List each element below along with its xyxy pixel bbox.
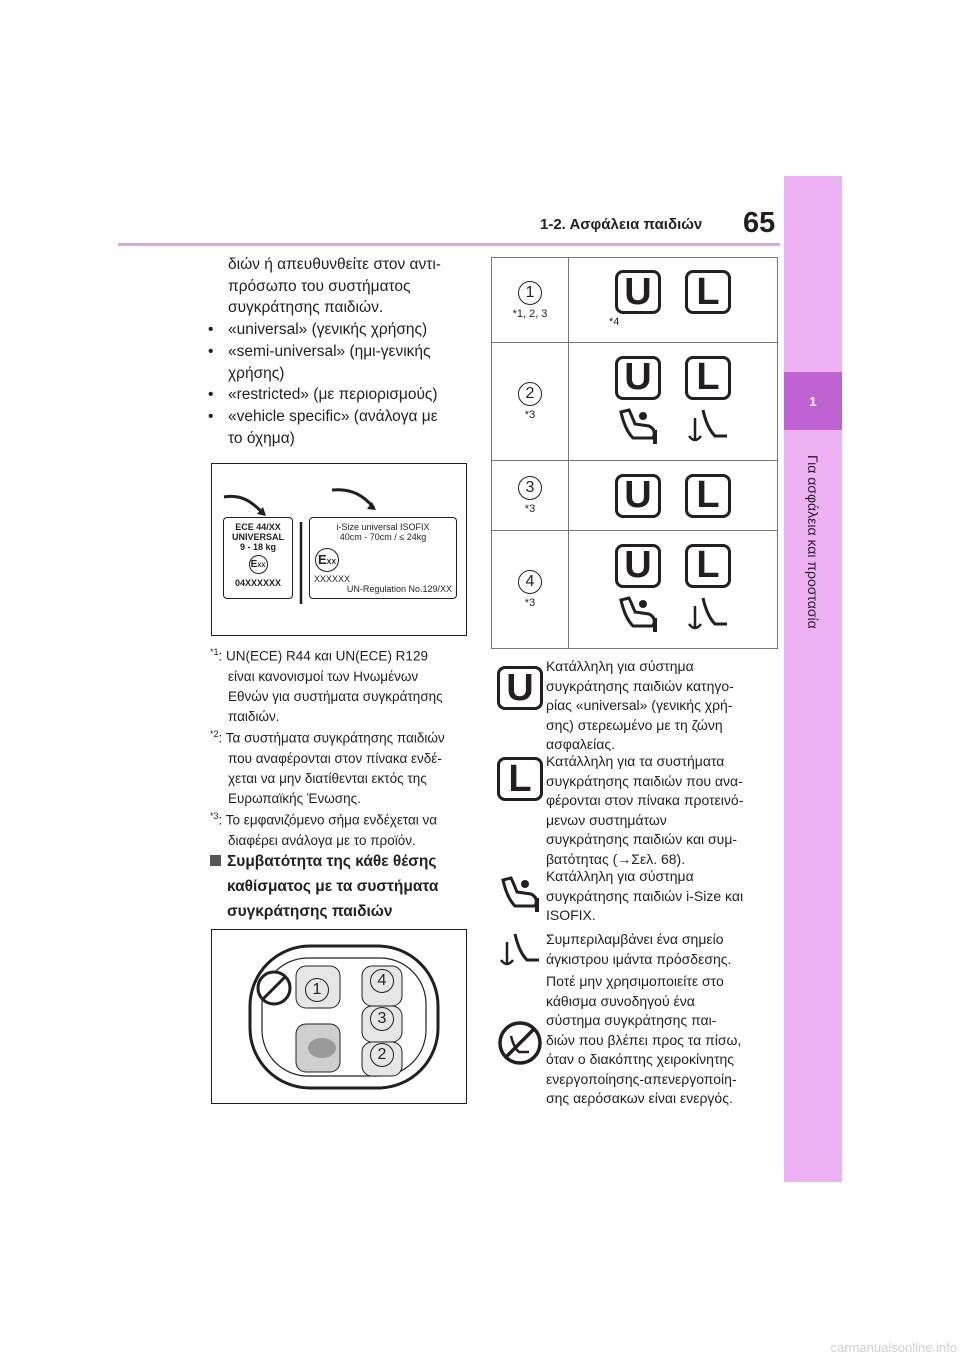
seat-4-label: 4 (370, 969, 394, 993)
table-row (492, 343, 778, 461)
seat-position-figure (211, 929, 467, 1104)
l-icon: L (685, 474, 731, 518)
bullet-semi-universal: • «semi-universal» (ημι-γενικής χρήσης) (210, 341, 480, 384)
isize-seat-icon (615, 404, 661, 448)
footnote-1: $^{*1}$: UN(ECE) R44 και UN(ECE) R129 είναι κανονισμοί των Ηνωμένων Εθνών για συστήματα συγκράτησης παιδιών. (210, 647, 443, 724)
bullet-universal: • «universal» (γενικής χρήσης) (210, 319, 480, 341)
car-top-view (212, 930, 466, 1103)
legend-l: Κατάλληλη για τα συστήματα συγκράτησης παιδιών που ανα- φέρονται στον πίνακα προτεινό- μενων συστημάτων συγκράτησης παιδιών και συμ- βατότητας (→Σελ. 68). (546, 753, 744, 867)
header-rule (118, 243, 780, 246)
footnote-2: $^{*2}$: Τα συστήματα συγκράτησης παιδιών που αναφέρονται στον πίνακα ενδέ- χεται να μην διατίθενται εκτός της Ευρωπαϊκής Ένωσης. (210, 729, 445, 806)
seat-3-label: 3 (370, 1007, 394, 1031)
page-number: 65 (743, 207, 776, 239)
tether-anchor-seat-icon (685, 592, 731, 636)
universal-u-icon: U (615, 474, 661, 518)
l-icon: L (685, 544, 731, 588)
intro-line: διών ή απευθυνθείτε στον αντι- (228, 256, 441, 273)
square-bullet-icon (210, 855, 221, 866)
universal-u-icon: U (615, 270, 661, 314)
seat-cell: 4 *3 (492, 531, 569, 649)
isize-seat-icon (615, 592, 661, 636)
seat-cell: 1 *1, 2, 3 (492, 258, 569, 343)
seat-compatibility-table (491, 257, 778, 649)
table-row (492, 461, 778, 531)
e-mark-icon: EXX (249, 555, 268, 574)
symbols-cell: U L *4 (569, 258, 778, 343)
ece-r44-badge: ECE 44/XX UNIVERSAL 9 - 18 kg EXX 04XXXXXX (223, 517, 293, 599)
table-row (492, 258, 778, 343)
prohibited-rear-facing-icon (497, 1020, 543, 1066)
chapter-label-text: Για ασφάλεια και προστασία (805, 455, 821, 629)
tether-anchor-icon (497, 930, 543, 970)
intro-line: συγκράτησης παιδιών. (228, 299, 384, 316)
table-row (492, 531, 778, 649)
chapter-label (785, 455, 841, 685)
tether-anchor-seat-icon (685, 404, 731, 448)
intro-line: πρόσωπο του συστήματος (228, 277, 411, 295)
section-title: 1-2. Ασφάλεια παιδιών (540, 216, 703, 233)
bullet-vehicle-specific: • «vehicle specific» (ανάλογα με το όχημα) (210, 406, 480, 449)
legend-anchor: Συμπεριλαμβάνει ένα σημείο άγκιστρου ιμάντα πρόσδεσης. (546, 931, 732, 967)
footnote-3: $^{*3}$: Το εμφανιζόμενο σήμα ενδέχεται να διαφέρει ανάλογα με το προϊόν. (210, 811, 438, 848)
legend-isize: Κατάλληλη για σύστημα συγκράτησης παιδιών i-Size και ISOFIX. (546, 868, 744, 923)
chapter-number-tab[interactable]: 1 (784, 372, 842, 430)
universal-u-icon: U (497, 666, 543, 710)
r129-isize-badge: i-Size universal ISOFIX 40cm - 70cm / ≤ 24kg EXX XXXXXX UN-Regulation No.129/XX (309, 517, 457, 599)
intro-text (228, 254, 488, 319)
symbols-cell (569, 343, 778, 461)
l-icon: L (685, 270, 731, 314)
seat-cell: 2 *3 (492, 343, 569, 461)
symbols-cell (569, 461, 778, 531)
l-icon: L (497, 757, 543, 801)
l-icon: L (685, 356, 731, 400)
symbols-cell (569, 531, 778, 649)
e-mark-icon: EXX (315, 548, 339, 572)
legend-prohibited: Ποτέ μην χρησιμοποιείτε στο κάθισμα συνοδηγού ένα σύστημα συγκράτησης παι- διών που βλέπει προς τα πίσω, όταν ο διακόπτης χειροκίνητης ενεργοποίησης-απενεργοποίη- σης αερόσακων είναι ενεργός. (546, 973, 742, 1106)
watermark: carmanualsonline.info (830, 1340, 957, 1355)
universal-u-icon: U (615, 544, 661, 588)
isize-seat-icon (497, 872, 543, 916)
seat-1-label: 1 (305, 978, 329, 1002)
legend-universal: Κατάλληλη για σύστημα συγκράτησης παιδιών κατηγο- ρίας «universal» (γενικής χρή- σης) στερεωμένο με τη ζώνη ασφαλείας. (546, 658, 734, 752)
bullet-restricted: • «restricted» (με περιορισμούς) (210, 384, 480, 406)
seat-2-label: 2 (370, 1043, 394, 1067)
universal-u-icon: U (615, 356, 661, 400)
seat-cell: 3 *3 (492, 461, 569, 531)
approval-label-figure (211, 463, 467, 636)
section-subheading: Συμβατότητα της κάθε θέσης καθίσματος με τα συστήματα συγκράτησης παιδιών (210, 849, 480, 924)
